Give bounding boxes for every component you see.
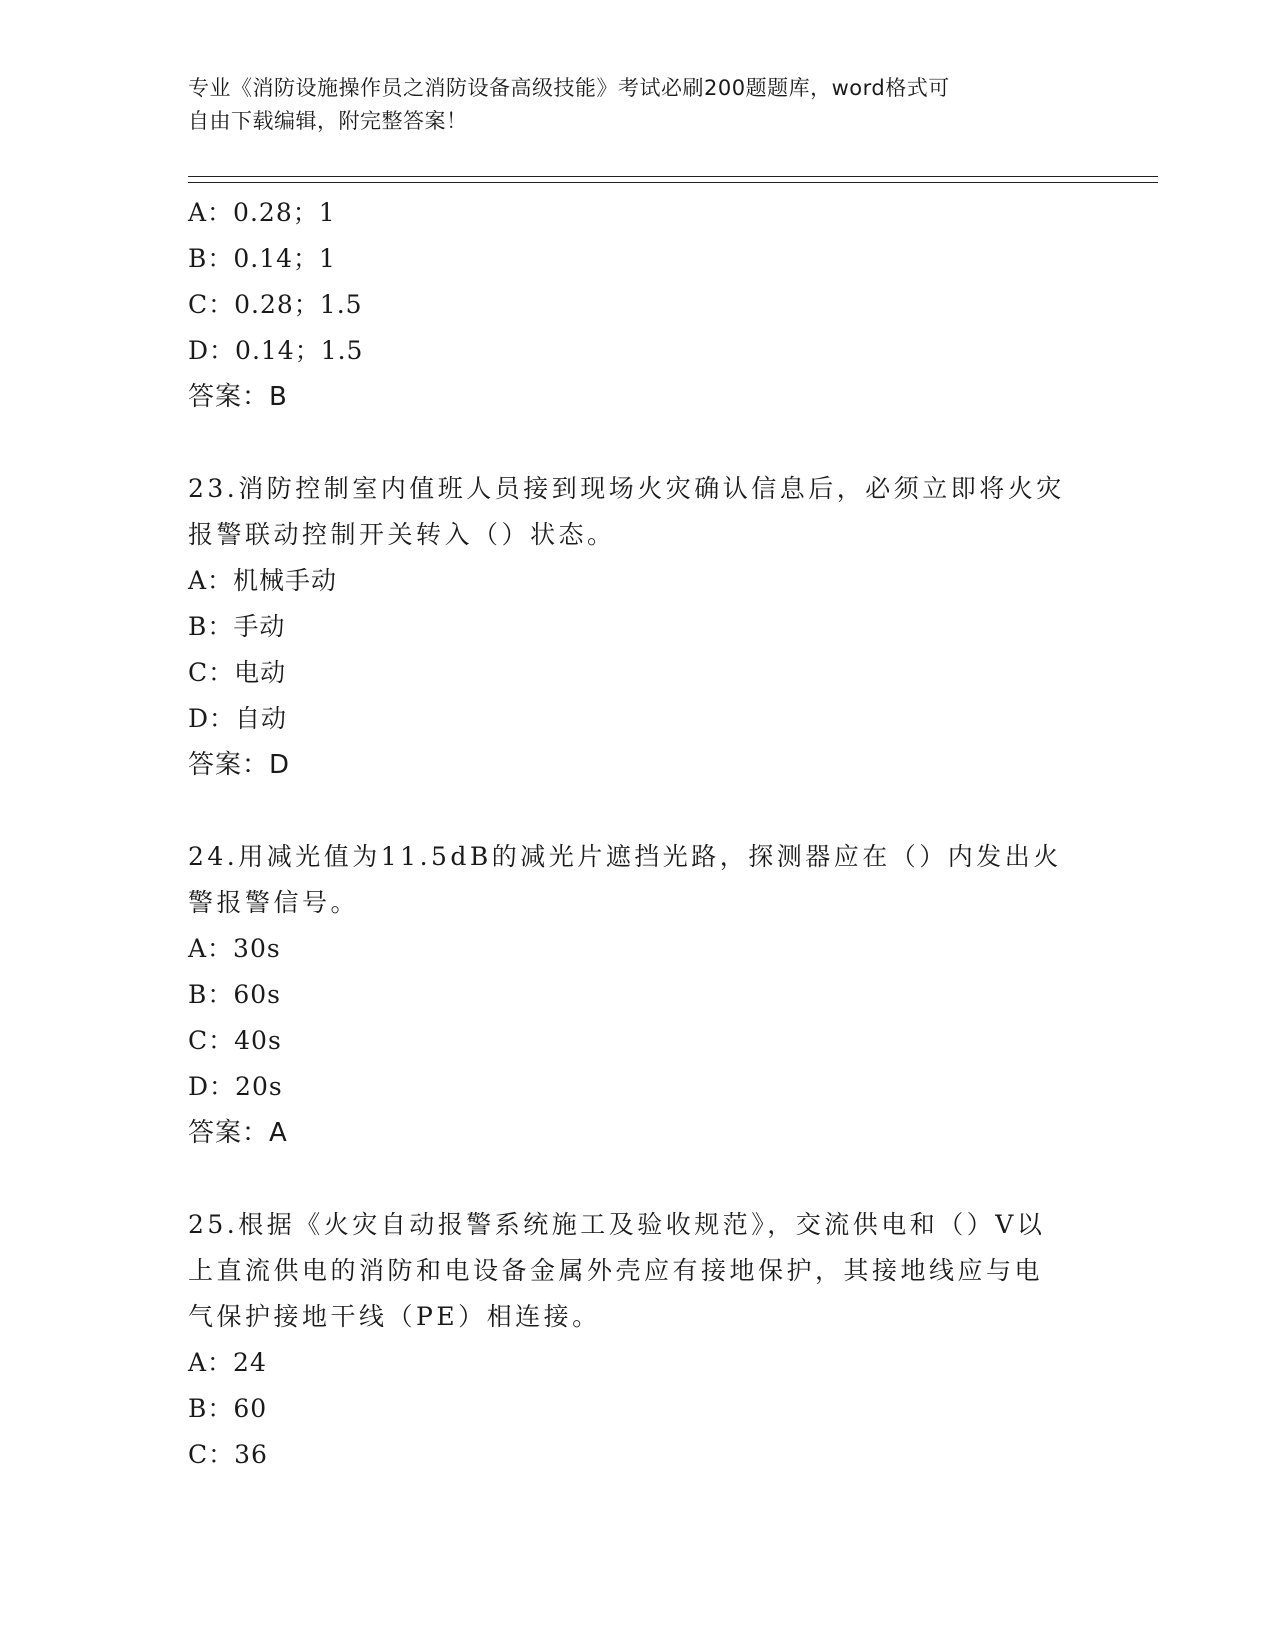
option-a: A：30s [188, 934, 281, 963]
question-stem [188, 834, 1088, 926]
option-b: B：手动 [188, 612, 286, 641]
option-b: B：60 [188, 1394, 268, 1423]
option-b: B：60s [188, 980, 282, 1009]
question-stem [188, 1202, 1088, 1340]
question-stem-line-2: 上直流供电的消防和电设备金属外壳应有接地保护，其接地线应与电 [188, 1256, 1044, 1285]
question-23 [188, 466, 1088, 788]
option-a: A：24 [188, 1348, 267, 1377]
question-list [188, 190, 1088, 1478]
header-title-line-2: 自由下载编辑，附完整答案！ [188, 109, 468, 133]
header-rule-top [188, 176, 1158, 177]
question-stem-line-2: 警报警信号。 [188, 888, 360, 917]
question-24 [188, 834, 1088, 1156]
question-25 [188, 1202, 1088, 1478]
option-d: D：0.14；1.5 [188, 336, 364, 365]
option-a: A：0.28；1 [188, 198, 336, 227]
option-c: C：0.28；1.5 [188, 290, 363, 319]
question-stem-line-1: 25.根据《火灾自动报警系统施工及验收规范》，交流供电和（）V以 [188, 1210, 1046, 1239]
question-stem-line-1: 23.消防控制室内值班人员接到现场火灾确认信息后，必须立即将火灾 [188, 474, 1065, 503]
answer: 答案：B [188, 382, 288, 412]
answer: 答案：D [188, 750, 291, 780]
option-a: A：机械手动 [188, 566, 338, 595]
question-stem [188, 466, 1088, 558]
option-c: C：36 [188, 1440, 268, 1469]
question-22 [188, 190, 1088, 420]
question-stem-line-1: 24.用减光值为11.5dB的减光片遮挡光路，探测器应在（）内发出火 [188, 842, 1062, 871]
question-stem-line-2: 报警联动控制开关转入（）状态。 [188, 520, 616, 549]
option-c: C：电动 [188, 658, 287, 687]
answer: 答案：A [188, 1118, 288, 1148]
question-stem-line-3: 气保护接地干线（PE）相连接。 [188, 1302, 601, 1331]
header-title-line-1: 专业《消防设施操作员之消防设备高级技能》考试必刷200题题库，word格式可 [188, 76, 950, 100]
document-header [188, 72, 1068, 138]
option-d: D：自动 [188, 704, 288, 733]
option-d: D：20s [188, 1072, 283, 1101]
header-rule-bottom [188, 182, 1158, 183]
option-c: C：40s [188, 1026, 282, 1055]
option-b: B：0.14；1 [188, 244, 336, 273]
